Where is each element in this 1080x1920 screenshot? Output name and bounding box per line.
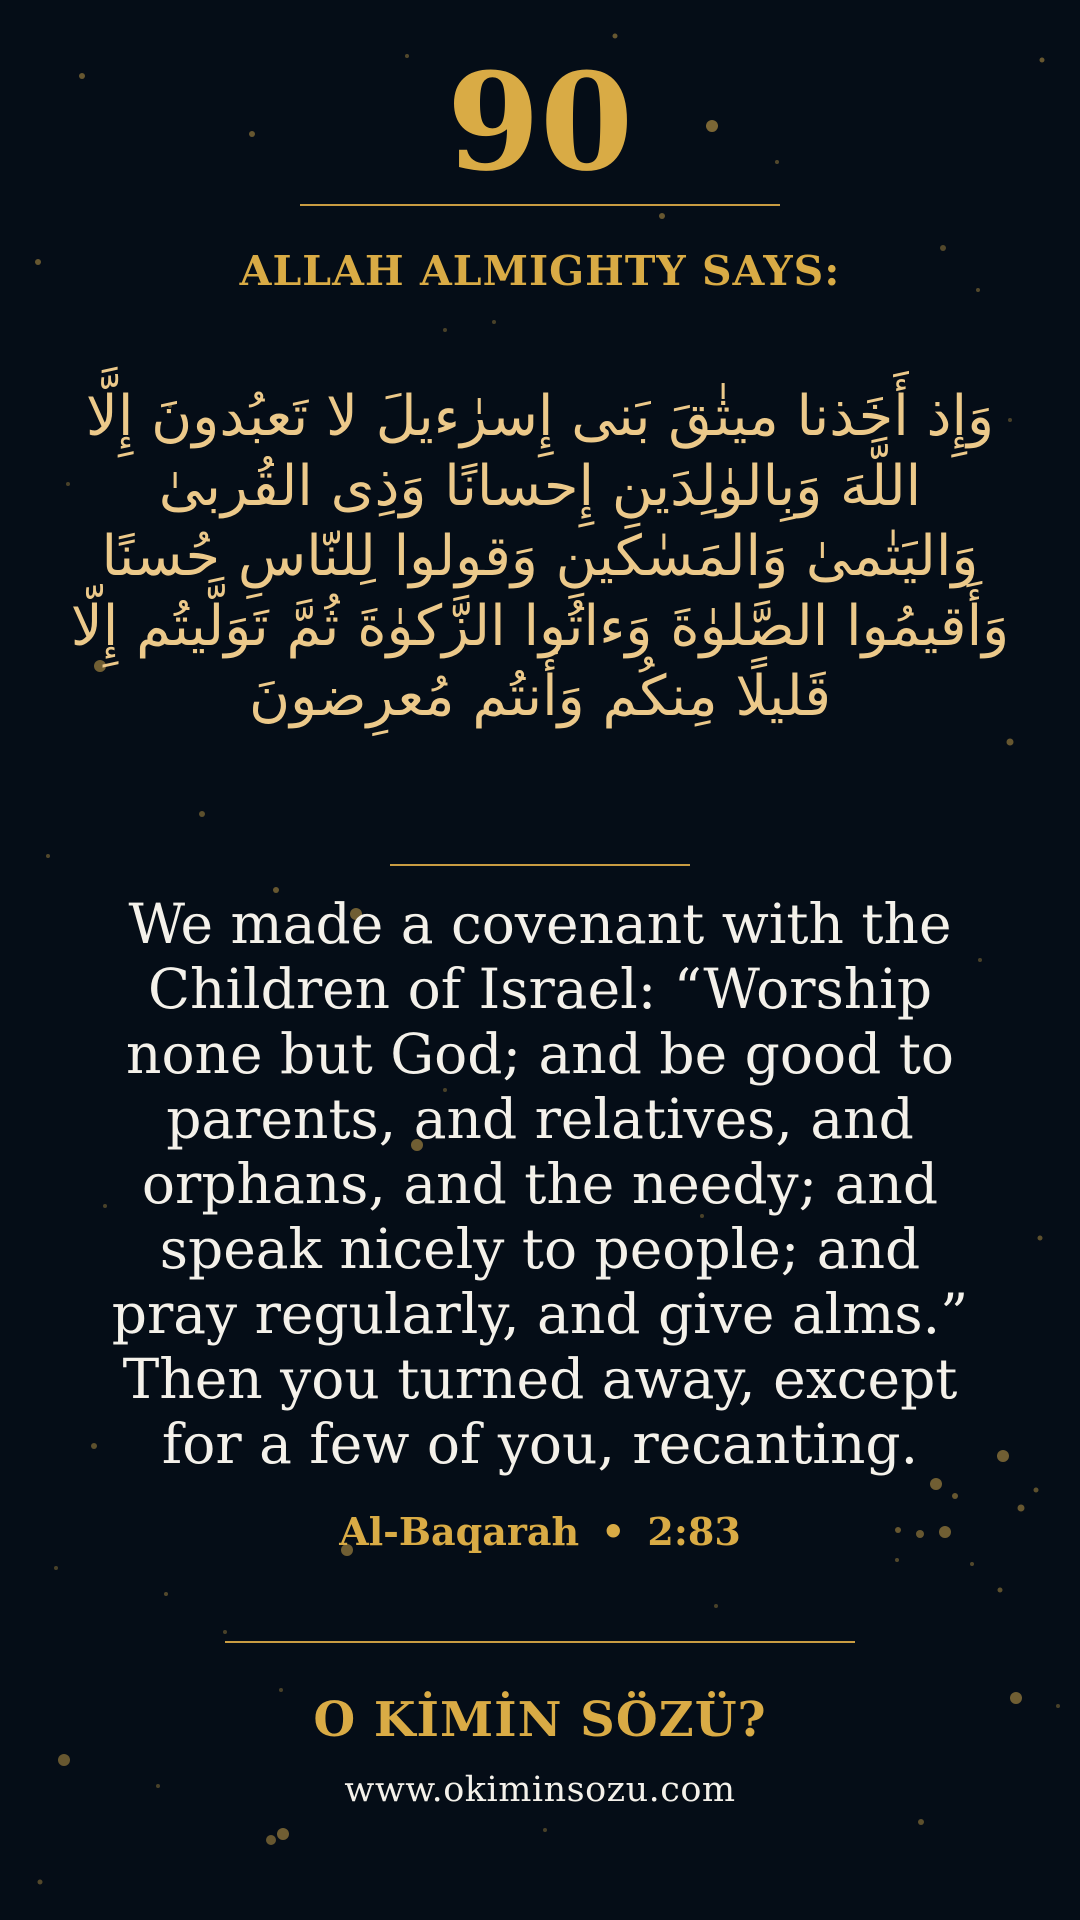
ayah-number: 2:83 [647,1509,741,1554]
verse-reference [0,1508,1080,1556]
reference-separator: • [601,1509,626,1554]
bottom-divider [225,1641,855,1643]
arabic-verse: وَإِذ أَخَذنا ميثٰقَ بَنى إِسرٰءيلَ لا تَعبُدونَ إِلَّا اللَّهَ وَبِالوٰلِدَينِ إِحسانًا وَذِى القُربىٰ وَاليَتٰمىٰ وَالمَسٰكينِ وَقولوا لِلنّاسِ حُسنًا وَأَقيمُوا الصَّلوٰةَ وَءاتُوا الزَّكوٰةَ ثُمَّ تَوَلَّيتُم إِلّا قَليلًا مِنكُم وَأَنتُم مُعرِضونَ [70,384,1010,729]
website-url: www.okiminsozu.com [344,1770,736,1810]
surah-name: Al-Baqarah [339,1509,580,1554]
verse-translation: We made a covenant with the Children of Israel: “Worship none but God; and be good to parents, and relatives, and orphans, and the needy; and speak nicely to people; and pray regularly, and give alms.” Then you turned away, except for a few of you, recanting. [111,892,969,1476]
brand-name: O KİMİN SÖZÜ? [313,1692,767,1748]
top-divider [300,204,780,206]
heading: ALLAH ALMIGHTY SAYS: [239,247,841,295]
middle-divider [390,864,690,866]
verse-number: 90 [446,43,634,201]
